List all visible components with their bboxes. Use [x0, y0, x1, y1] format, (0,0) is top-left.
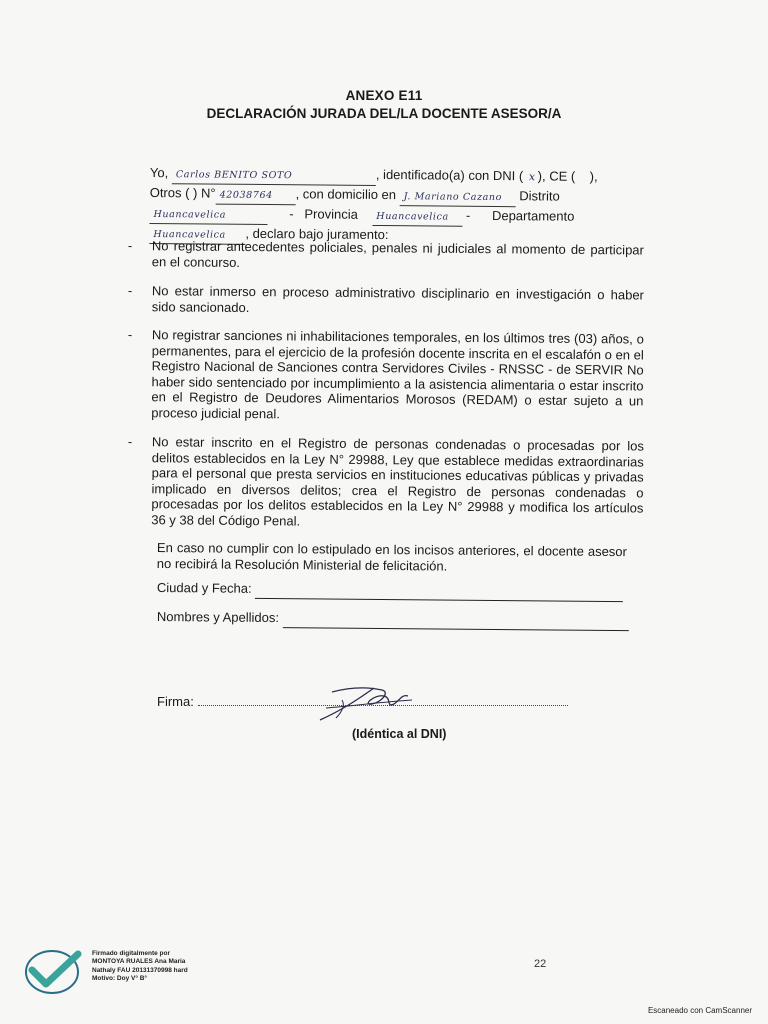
camscanner-watermark: Escaneado con CamScanner: [647, 1006, 752, 1015]
departamento-dash: -: [465, 207, 471, 223]
ciudad-fecha-label: Ciudad y Fecha:: [156, 580, 252, 596]
item-dash: -: [127, 283, 133, 299]
dni-checkmark: x: [528, 170, 536, 184]
nombres-apellidos-label: Nombres y Apellidos:: [156, 609, 280, 626]
firma-label: Firma:: [157, 694, 194, 709]
declaration-item-4: [127, 434, 644, 531]
otros-label: Otros ( ) N°: [149, 184, 216, 201]
item-dash: -: [127, 434, 133, 450]
departamento-label: Departamento: [491, 207, 575, 224]
declaration-item-1: [128, 238, 644, 274]
ciudad-fecha-field: [157, 580, 623, 602]
handwritten-province: Huancavelica: [372, 208, 462, 227]
ciudad-fecha-line: [255, 583, 623, 602]
stamp-line-1: Firmado digitalmente por: [92, 950, 171, 957]
intro-paragraph: [149, 164, 630, 248]
identica-dni-note: (Idéntica al DNI): [352, 727, 447, 741]
nombres-apellidos-line: [283, 612, 629, 631]
digital-signature-check-icon: [22, 944, 88, 996]
declaration-title: DECLARACIÓN JURADA DEL/LA DOCENTE ASESOR/A: [206, 106, 562, 121]
handwritten-department: Huancavelica: [149, 226, 245, 245]
annex-title: ANEXO E11: [345, 88, 423, 103]
distrito-label: Distrito: [519, 188, 560, 204]
page-number: 22: [534, 958, 547, 970]
item-text: No estar inmerso en proceso administrativo disciplinario en investigación o haber sido sancionado.: [151, 283, 644, 315]
item-text: No estar inscrito en el Registro de personas condenadas o procesadas por los delitos establecidos en la Ley N° 29988, Ley que establece medidas extraordinarias para el personal que presta servicios en instituciones educativas públicas y privadas implicado en diversos delitos; crea el Registro de personas condenadas o procesadas por los delitos establecidos en la Ley N° 29988 y modifica los artículos 36 y 38 del Código Penal.: [151, 434, 644, 529]
domicilio-label: , con domicilio en: [295, 186, 397, 203]
digital-signature-text: [92, 950, 188, 984]
identificado-label: , identificado(a) con DNI (: [375, 166, 524, 184]
handwritten-district: Huancavelica: [149, 206, 267, 225]
handwritten-address: J. Mariano Cazano: [400, 188, 516, 207]
stamp-line-2: MONTOYA RUALES Ana Maria: [92, 958, 186, 966]
handwritten-signature: [312, 680, 422, 726]
handwritten-name: Carlos BENITO SOTO: [172, 166, 376, 186]
declaration-item-3: [127, 327, 644, 424]
item-text: No registrar sanciones ni inhabilitaciones temporales, en los últimos tres (03) años, o permanentes, para el ejercicio de la profesión docente inscrita en el escalafón o en el Registro Nacional de Sanciones contra Servidores Civiles - RNSSC - de SERVIR No haber sido sentenciado por incumplimiento a la asistencia alimentaria o estar inscrito en el Registro de Deudores Alimentarios Morosos (REDAM) o estar sujeto a un proceso judicial penal.: [151, 327, 644, 421]
declaration-item-2: [128, 283, 644, 319]
item-dash: -: [127, 238, 133, 254]
item-dash: -: [127, 327, 133, 343]
nombres-apellidos-field: [157, 609, 629, 631]
stamp-line-4: Motivo: Doy V° B°: [92, 975, 148, 983]
provincia-dash: -: [289, 206, 294, 222]
yo-label: Yo,: [149, 164, 169, 181]
declaro-label: , declaro bajo juramento:: [245, 225, 389, 243]
closing-paragraph: En caso no cumplir con lo estipulado en los incisos anteriores, el docente asesor no recibirá la Resolución Ministerial de felicitación.: [156, 540, 627, 574]
ce-close: ),: [589, 168, 598, 184]
provincia-label: Provincia: [304, 206, 358, 222]
handwritten-dni-number: 42038764: [216, 187, 296, 206]
stamp-line-3: Nathaly FAU 20131370998 hard: [92, 966, 188, 974]
ce-label: ), CE (: [537, 168, 576, 184]
item-text: No registrar antecedentes policiales, penales ni judiciales al momento de participar en el concurso.: [151, 238, 644, 270]
